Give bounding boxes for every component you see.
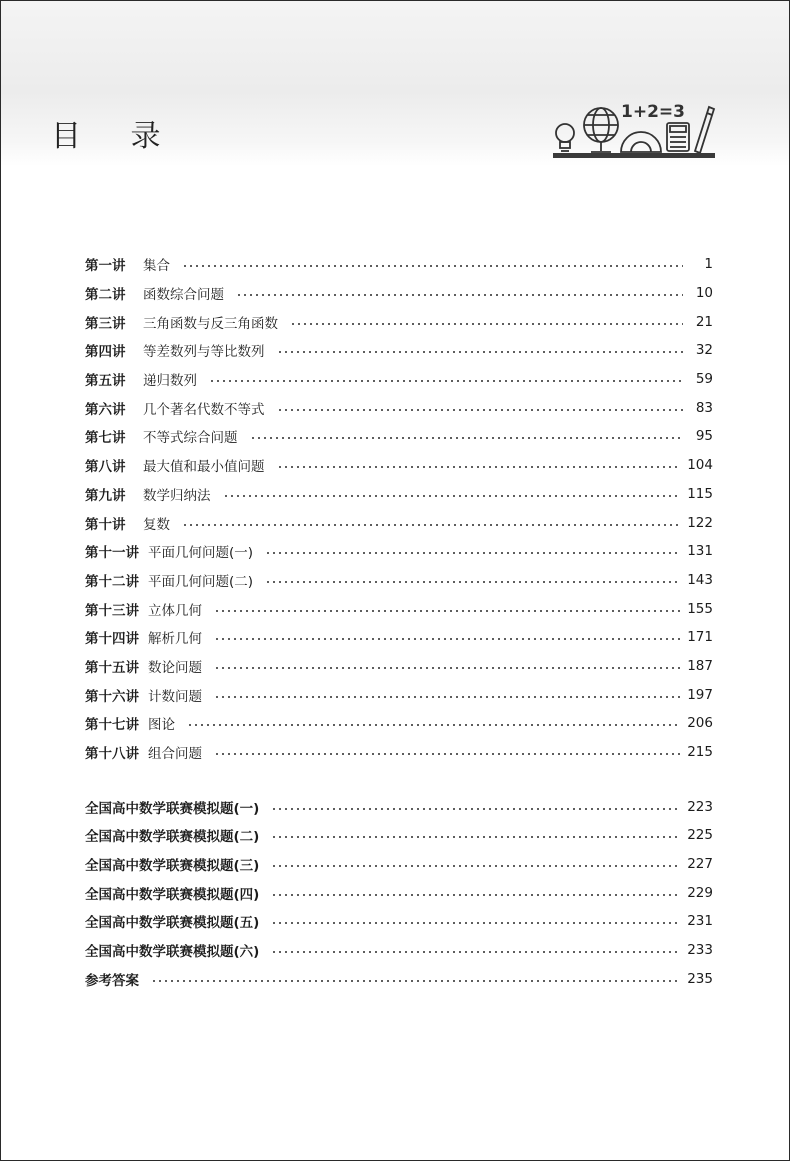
toc-entry-lecture-3[interactable] (85, 307, 713, 336)
page-number: 104 (687, 457, 713, 474)
leader-dots (151, 980, 681, 982)
leader-dots (214, 638, 681, 640)
lecture-title: 三角函数与反三角函数 (143, 315, 278, 332)
page-number: 233 (687, 942, 713, 959)
toc-entry-lecture-17[interactable] (85, 709, 713, 738)
appendix-title: 全国高中数学联赛模拟题(六) (85, 944, 260, 961)
appendix-title: 全国高中数学联赛模拟题(四) (85, 886, 260, 903)
page-number: 143 (687, 571, 713, 588)
lecture-title: 最大值和最小值问题 (143, 459, 265, 476)
page-title: 目 录 (51, 119, 181, 154)
page-number: 227 (687, 856, 713, 873)
leader-dots (182, 524, 681, 526)
leader-dots (271, 922, 681, 924)
leader-dots (271, 836, 681, 838)
toc-entry-lecture-13[interactable] (85, 594, 713, 623)
equation-text: 1+2=3 (621, 102, 685, 122)
lecture-title: 几个著名代数不等式 (143, 401, 265, 418)
toc-entry-lecture-15[interactable] (85, 652, 713, 681)
page-number: 223 (687, 798, 713, 815)
page-number: 229 (687, 884, 713, 901)
lecture-title: 计数问题 (148, 688, 202, 705)
protractor-icon (621, 132, 661, 152)
page-number: 225 (687, 827, 713, 844)
leader-dots (214, 696, 681, 698)
lecture-title: 数学归纳法 (143, 487, 211, 504)
page-number: 235 (687, 970, 713, 987)
lecture-number: 第三讲 (85, 315, 126, 332)
lecture-number: 第二讲 (85, 287, 126, 304)
lecture-number: 第十一讲 (85, 545, 139, 562)
lecture-title: 组合问题 (148, 746, 202, 763)
lecture-number: 第十七讲 (85, 717, 139, 734)
lecture-number: 第九讲 (85, 487, 126, 504)
lecture-title: 立体几何 (148, 602, 202, 619)
leader-dots (271, 951, 681, 953)
leader-dots (214, 667, 681, 669)
lecture-title: 解析几何 (148, 631, 202, 648)
page-number: 187 (687, 657, 713, 674)
lecture-number: 第五讲 (85, 373, 126, 390)
lecture-title: 平面几何问题(二) (148, 573, 254, 590)
toc-entry-lecture-18[interactable] (85, 738, 713, 767)
toc-entry-lecture-5[interactable] (85, 365, 713, 394)
appendix-title: 参考答案 (85, 972, 139, 989)
table-of-contents (85, 250, 713, 993)
toc-entry-lecture-14[interactable] (85, 623, 713, 652)
leader-dots (182, 265, 683, 267)
leader-dots (236, 294, 683, 296)
lecture-title: 平面几何问题(一) (148, 545, 254, 562)
page-number: 206 (687, 715, 713, 732)
toc-entry-lecture-1[interactable] (85, 250, 713, 279)
lecture-number: 第十二讲 (85, 573, 139, 590)
lecture-number: 第四讲 (85, 344, 126, 361)
page-number: 10 (695, 285, 713, 302)
lecture-number: 第十四讲 (85, 631, 139, 648)
leader-dots (209, 380, 683, 382)
lecture-title: 等差数列与等比数列 (143, 344, 265, 361)
toc-entry-lecture-9[interactable] (85, 480, 713, 509)
lecture-number: 第十三讲 (85, 602, 139, 619)
toc-entry-lecture-7[interactable] (85, 422, 713, 451)
lecture-title: 复数 (143, 516, 170, 533)
appendix-title: 全国高中数学联赛模拟题(二) (85, 829, 260, 846)
lecture-number: 第七讲 (85, 430, 126, 447)
toc-entry-lecture-11[interactable] (85, 537, 713, 566)
appendix-title: 全国高中数学联赛模拟题(五) (85, 915, 260, 932)
page-number: 131 (687, 543, 713, 560)
appendix-title: 全国高中数学联赛模拟题(一) (85, 800, 260, 817)
leader-dots (250, 437, 684, 439)
page-number: 231 (687, 913, 713, 930)
toc-entry-lecture-10[interactable] (85, 508, 713, 537)
toc-entry-lecture-12[interactable] (85, 566, 713, 595)
lecture-number: 第一讲 (85, 258, 126, 275)
appendix-title: 全国高中数学联赛模拟题(三) (85, 858, 260, 875)
lecture-number: 第八讲 (85, 459, 126, 476)
toc-entry-mock-exam-5[interactable] (85, 907, 713, 936)
shelf-line (553, 153, 715, 158)
leader-dots (271, 894, 681, 896)
page-number: 155 (687, 600, 713, 617)
leader-dots (265, 581, 681, 583)
page-number: 215 (687, 744, 713, 761)
toc-entry-mock-exam-6[interactable] (85, 936, 713, 965)
lecture-title: 递归数列 (143, 373, 197, 390)
toc-entry-answers[interactable] (85, 965, 713, 994)
lecture-number: 第十八讲 (85, 746, 139, 763)
leader-dots (277, 466, 682, 468)
leader-dots (271, 808, 681, 810)
leader-dots (214, 610, 681, 612)
page-number: 171 (687, 629, 713, 646)
page-number: 115 (687, 485, 713, 502)
toc-entry-lecture-2[interactable] (85, 279, 713, 308)
lecture-number: 第十五讲 (85, 659, 139, 676)
toc-entry-lecture-6[interactable] (85, 393, 713, 422)
page-number: 197 (687, 686, 713, 703)
page-number: 95 (695, 428, 713, 445)
leader-dots (187, 724, 681, 726)
leader-dots (277, 351, 684, 353)
leader-dots (265, 552, 681, 554)
globe-icon (584, 108, 618, 152)
lecture-number: 第十讲 (85, 516, 126, 533)
toc-entry-lecture-4[interactable] (85, 336, 713, 365)
calculator-icon (667, 123, 689, 151)
pencil-icon (695, 107, 714, 153)
page-number: 21 (695, 313, 713, 330)
toc-entry-lecture-8[interactable] (85, 451, 713, 480)
lecture-title: 集合 (143, 258, 170, 275)
toc-entry-mock-exam-4[interactable] (85, 878, 713, 907)
page-number: 32 (695, 342, 713, 359)
leader-dots (214, 753, 681, 755)
lecture-title: 不等式综合问题 (143, 430, 238, 447)
leader-dots (290, 323, 683, 325)
lecture-title: 图论 (148, 717, 175, 734)
lecture-title: 数论问题 (148, 659, 202, 676)
lecture-title: 函数综合问题 (143, 287, 224, 304)
page-number: 1 (704, 256, 713, 273)
toc-entry-mock-exam-2[interactable] (85, 821, 713, 850)
leader-dots (223, 495, 682, 497)
toc-entry-mock-exam-1[interactable] (85, 792, 713, 821)
page-number: 122 (687, 514, 713, 531)
lecture-number: 第六讲 (85, 401, 126, 418)
leader-dots (277, 409, 684, 411)
lightbulb-icon (556, 124, 574, 151)
toc-entry-lecture-16[interactable] (85, 680, 713, 709)
lecture-number: 第十六讲 (85, 688, 139, 705)
leader-dots (271, 865, 681, 867)
page-number: 59 (695, 371, 713, 388)
page-number: 83 (695, 399, 713, 416)
toc-entry-mock-exam-3[interactable] (85, 850, 713, 879)
section-gap (85, 766, 713, 792)
